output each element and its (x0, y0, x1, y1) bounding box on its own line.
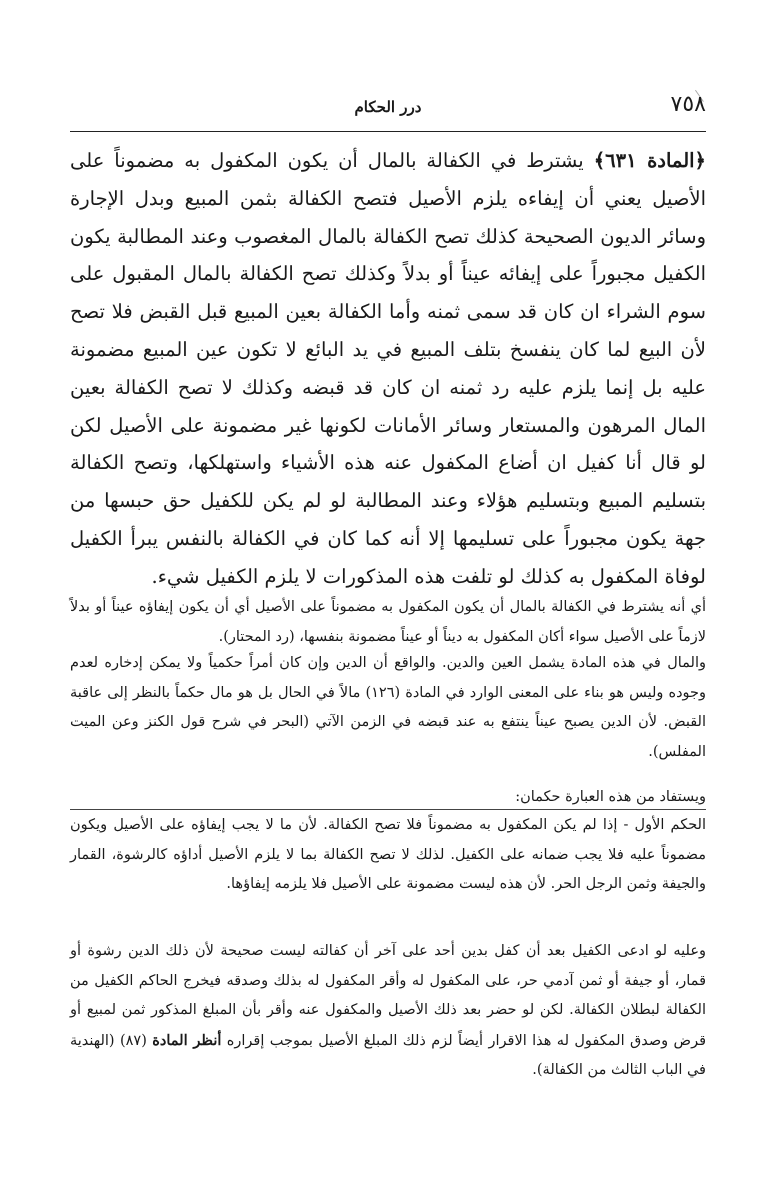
commentary-paragraph-2: والمال في هذه المادة يشمل العين والدين. والواقع أن الدين وإن كان أمراً حكمياً ولا يمكن إدخاره لعدم وجوده وليس هو بناء على المعنى الوارد في المادة (١٢٦) مالاً في الحال بل هو مال حكماً بالنظر إلى عاقبة القبض. لأن الدين يصبح عيناً ينتفع به عند قبضه في الزمن الآتي (البحر في شرح قول الكنز وعن الميت المفلس). (70, 655, 706, 760)
paragraph-5-citation: (٨٧) (الهندية في الباب الثالث من الكفالة). (70, 1032, 706, 1078)
running-title: درر الحكام (354, 98, 422, 116)
ruling-one-text: إذا لم يكن المكفول به مضموناً فلا تصح الكفالة. لأن ما لا يجب إيفاؤه على الأصيل ويكون مضموناً عليه فلا يجب ضمانه على الكفيل. لذلك لا تصح الكفالة بما لا يلزم الأصيل أداؤه كالرشوة، القمار والجيفة وثمن الرجل الحر. لأن هذه ليست مضمونة على الأصيل فلا يلزمه إيفاؤها. (70, 817, 706, 892)
page-number: ٧٥٨ (670, 92, 706, 117)
paragraph-5-text: وعليه لو ادعى الكفيل بعد أن كفل بدين أحد على آخر أن كفالته ليست صحيحة لأن ذلك الدين رشوة أو قمار، أو جيفة أو ثمن آدمي حر، على المكفول له وأقر المكفول له بذلك وصدقه فيخرج الحاكم الكفيل من الكفالة لبطلان الكفالة. لكن لو حضر بعد ذلك الأصيل والمكفول عنه وأقر بأن المبلغ المذكور ثمن لمبيع أو قرض وصدق المكفول له هذا الاقرار أيضاً لزم ذلك المبلغ الأصيل بموجب إقراره (70, 943, 707, 1049)
header-rule (70, 131, 706, 132)
article-number: ﴿المادة ٦٣١﴾ (593, 149, 706, 172)
page-header (70, 92, 706, 130)
ruling-one-paragraph (70, 811, 706, 900)
commentary-paragraph-5 (70, 937, 706, 1086)
ruling-one-label: الحكم الأول - (623, 817, 707, 833)
ruling-box-rule (70, 809, 706, 810)
commentary-paragraph-3: ويستفاد من هذه العبارة حكمان: (515, 789, 706, 805)
article-text (70, 142, 706, 596)
article-body: يشترط في الكفالة بالمال أن يكون المكفول به مضموناً على الأصيل يعني أن إيفاءه يلزم الأصيل فتصح الكفالة بثمن المبيع وبدل الإجارة وسائر الديون الصحيحة كذلك تصح الكفالة بالمال المغصوب وعند المطالبة يكون الكفيل مجبوراً على إيفائه عيناً أو بدلاً وكذلك تصح الكفالة بالمال المقبول على سوم الشراء ان كان قد سمى ثمنه وأما الكفالة بعين المبيع قبل القبض فلا تصح لأن البيع لما كان ينفسخ بتلف المبيع في يد البائع لا تكون عين المبيع مضمونة عليه بل إنما يلزم عليه رد ثمنه ان كان قد قبضه وكذلك لا تصح الكفالة بعين المال المرهون والمستعار وسائر الأمانات لكونها غير مضمونة على الأصيل لكن لو قال أنا كفيل ان أضاع المكفول عنه هذه الأشياء واستهلكها، وتصح الكفالة بتسليم المبيع وبتسليم هؤلاء وعند المطالبة لو لم يكن للكفيل حق حبسها من جهة يكون مجبوراً على تسليمها إلا أنه كما كان في الكفالة بالنفس يبرأ الكفيل لوفاة المكفول به كذلك لو تلفت هذه المذكورات لا يلزم الكفيل شيء. (70, 149, 706, 588)
article-reference: أنظر المادة (152, 1031, 222, 1049)
commentary-paragraph-1: أي أنه يشترط في الكفالة بالمال أن يكون المكفول به مضموناً على الأصيل أي أن يكون إيفاؤه عيناً أو بدلاً لازماً على الأصيل سواء أكان المكفول به ديناً أو عيناً مضمونة بنفسها، (رد المحتار). (70, 599, 706, 645)
